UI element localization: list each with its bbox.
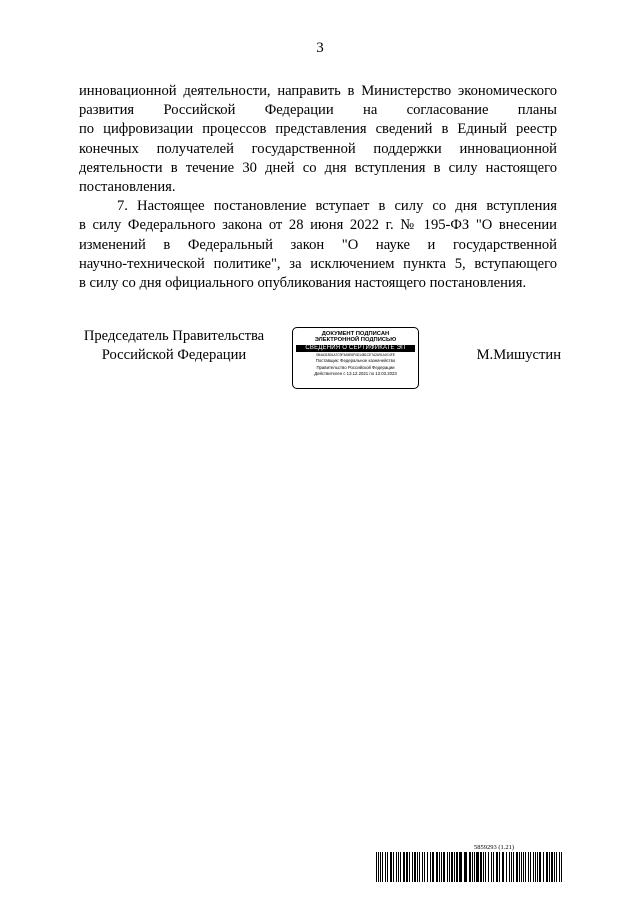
text-line: конечных получателей государственной поддержки инновационной — [79, 140, 557, 157]
barcode-bar — [396, 852, 397, 882]
barcode-bar — [430, 852, 431, 882]
barcode-bar — [449, 852, 450, 882]
text-line: постановления. — [79, 179, 176, 196]
barcode-bar — [436, 852, 438, 882]
stamp-serial: 0B4A31B01A7C9F3A5E6F0D14B1CE7A2A91A0C4FE — [316, 352, 395, 357]
barcode-bar — [443, 852, 445, 882]
barcode-bar — [451, 852, 453, 882]
barcode-bar — [454, 852, 455, 882]
barcode-bar — [412, 852, 413, 882]
text-line: изменений в Федеральный закон "О науке и государственной — [79, 236, 557, 253]
stamp-heading-2: ЭЛЕКТРОННОЙ ПОДПИСЬЮ — [314, 337, 397, 344]
barcode-bar — [398, 852, 399, 882]
barcode-bar — [432, 852, 434, 882]
barcode-bar — [509, 852, 510, 882]
barcode-bar — [549, 852, 550, 882]
signer-title — [79, 327, 269, 365]
barcode-icon — [376, 852, 562, 882]
text-line: по цифровизации процессов представления сведений в Единый реестр — [79, 121, 557, 138]
barcode-bar — [439, 852, 440, 882]
paragraph-2 — [79, 197, 557, 293]
barcode-bar — [499, 852, 500, 882]
barcode-bar — [488, 852, 489, 882]
stamp-owner: Правительство Российской Федерации — [316, 364, 395, 370]
barcode-bar — [474, 852, 475, 882]
barcode-bar — [447, 852, 448, 882]
barcode-bar — [419, 852, 420, 882]
barcode-bar — [406, 852, 408, 882]
barcode-bar — [469, 852, 471, 882]
barcode-bar — [543, 852, 544, 882]
signer-title-line-1: Председатель Правительства — [83, 328, 265, 344]
barcode-bar — [456, 852, 458, 882]
barcode-bar — [491, 852, 492, 882]
barcode-bar — [554, 852, 555, 882]
barcode-bar — [530, 852, 531, 882]
stamp-heading-1: ДОКУМЕНТ ПОДПИСАН — [321, 331, 390, 337]
barcode-bar — [472, 852, 473, 882]
barcode-bar — [417, 852, 418, 882]
document-body — [79, 82, 557, 293]
barcode-bar — [483, 852, 484, 882]
barcode-bar — [422, 852, 423, 882]
barcode-bar — [525, 852, 526, 882]
text-line: инновационной деятельности, направить в Министерство экономического — [79, 83, 557, 99]
text-line: в силу со дня официального опубликования настоящего постановления. — [79, 275, 527, 292]
barcode-bar — [502, 852, 504, 882]
barcode-bar — [382, 852, 383, 882]
barcode-bar — [393, 852, 394, 882]
paragraph-1 — [79, 82, 557, 197]
barcode-bar — [390, 852, 392, 882]
barcode-bar — [403, 852, 405, 882]
barcode-bar — [385, 852, 386, 882]
text-line: деятельности в течение 30 дней со дня вступления в силу настоящего — [79, 159, 557, 176]
barcode-bar — [441, 852, 442, 882]
barcode-bar — [516, 852, 518, 882]
barcode-bar — [533, 852, 534, 882]
barcode-bar — [528, 852, 529, 882]
signer-title-line-2: Российской Федерации — [101, 347, 247, 363]
barcode-bar — [376, 852, 377, 882]
electronic-signature-stamp — [292, 327, 419, 389]
barcode-bar — [496, 852, 498, 882]
barcode-bar — [513, 852, 514, 882]
barcode-bar — [459, 852, 462, 882]
barcode-bar — [535, 852, 536, 882]
barcode-bar — [493, 852, 494, 882]
barcode-bar — [424, 852, 425, 882]
stamp-issuer: Поставщик: Федеральное казначейство — [315, 358, 396, 364]
barcode-bar — [409, 852, 410, 882]
barcode-bar — [378, 852, 379, 882]
barcode-bar — [539, 852, 541, 882]
text-line: 7. Настоящее постановление вступает в силу со дня вступления — [117, 198, 557, 215]
text-line: в силу Федерального закона от 28 июня 2022 г. № 195-ФЗ "О внесении — [79, 217, 557, 234]
barcode-bar — [506, 852, 507, 882]
barcode-bar — [464, 852, 467, 882]
barcode-bar — [511, 852, 512, 882]
barcode-bar — [556, 852, 557, 882]
stamp-validity: Действителен с 13.12.2021 по 13.03.2023 — [314, 370, 397, 376]
barcode-bar — [519, 852, 520, 882]
barcode-bar — [414, 852, 416, 882]
text-line: научно-технической политике", за исключением пункта 5, вступающего — [79, 255, 557, 272]
barcode-bar — [546, 852, 548, 882]
barcode-bar — [559, 852, 560, 882]
page-number: 3 — [316, 40, 324, 56]
barcode-bar — [480, 852, 482, 882]
barcode-bar — [485, 852, 486, 882]
barcode-bar — [561, 852, 562, 882]
barcode-bar — [380, 852, 381, 882]
text-line: развития Российской Федерации на согласование планы — [79, 102, 557, 119]
barcode-bar — [427, 852, 428, 882]
barcode-bar — [523, 852, 524, 882]
signer-name: М.Мишустин — [476, 347, 561, 363]
barcode-bar — [476, 852, 479, 882]
barcode-bar — [400, 852, 401, 882]
barcode-bar — [387, 852, 388, 882]
barcode-bar — [521, 852, 522, 882]
stamp-certificate-band: СВЕДЕНИЯ О СЕРТИФИКАТЕ ЭП — [296, 345, 415, 352]
barcode-bar — [537, 852, 538, 882]
barcode-bar — [551, 852, 553, 882]
barcode-label: 5859293 (1.21) — [474, 844, 515, 851]
